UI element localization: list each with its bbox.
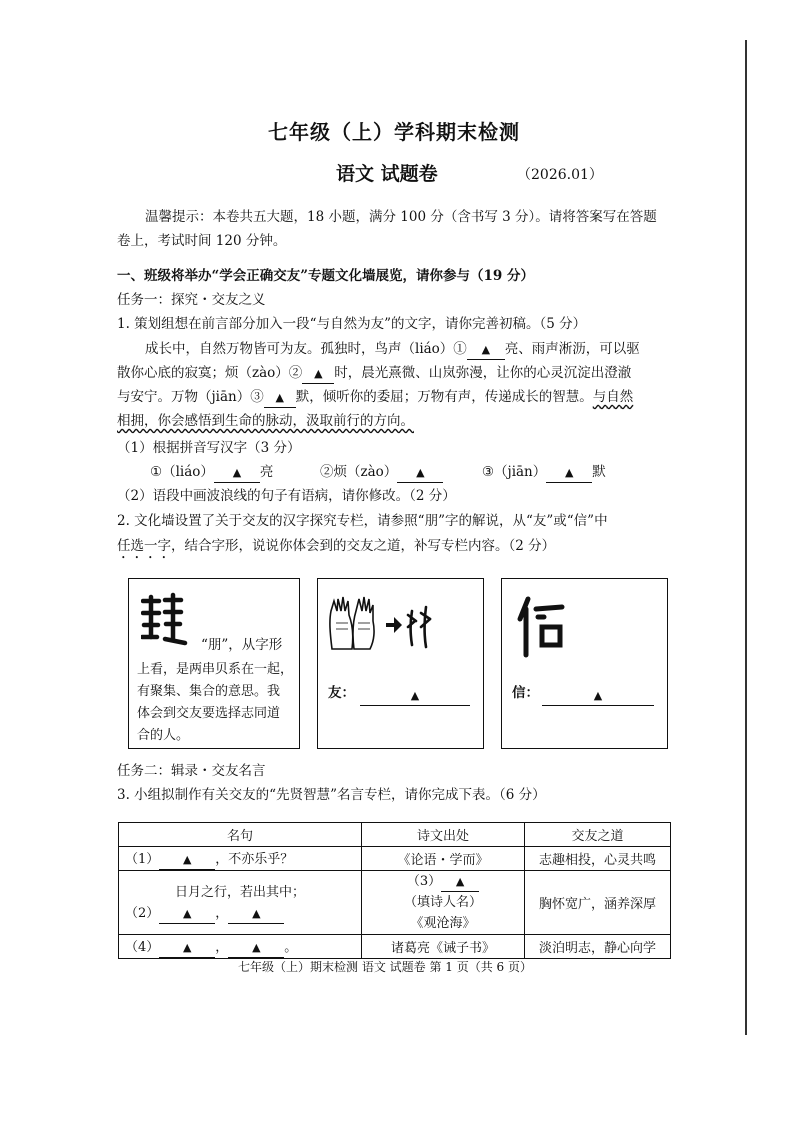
page-edge-line <box>745 40 747 1035</box>
q1-p3-text-b: 默，倾听你的委屈；万物有声，传递成长的智慧。 <box>295 389 593 405</box>
item-number: （1） <box>125 851 160 867</box>
xin-oracle-glyph-icon <box>516 593 566 659</box>
quote-cell <box>119 847 362 871</box>
peng-explanation-box <box>128 578 300 749</box>
quote-text: ，不亦乐乎？ <box>215 851 294 867</box>
blank-marker: ▲ <box>252 940 261 954</box>
quote-cell <box>119 935 362 959</box>
q2-stem-rest: ，结合字形，说说你体会到的交友之道，补写专栏内容。（2 分） <box>171 538 556 554</box>
source-cell <box>362 871 525 935</box>
answer-blank-3[interactable] <box>264 388 296 408</box>
comma: ， <box>215 905 229 921</box>
quote-text: 日月之行，若出其中； <box>174 884 305 900</box>
blank-marker: ▲ <box>481 343 491 356</box>
sub1-c-suffix: 默 <box>592 464 606 480</box>
sub1-b-label: ②烦（zào） <box>320 464 398 480</box>
peng-text-line-1: “朋”，从字形 <box>201 637 283 653</box>
item-number: （4） <box>125 939 160 955</box>
source-cell: 诸葛亮《诫子书》 <box>362 935 525 959</box>
column-header: 名句 <box>119 823 362 847</box>
quote-cell <box>119 871 362 935</box>
answer-blank-liao[interactable] <box>214 463 260 483</box>
q1-sub2: （2）语段中画波浪线的句子有语病，请你修改。（2 分） <box>117 488 456 504</box>
answer-blank-1[interactable] <box>467 340 505 360</box>
q2-stem-line-1: 2. 文化墙设置了关于交友的汉字探究专栏，请参照“朋”字的解说，从“友”或“信”中 <box>117 513 608 529</box>
exam-date: （2026.01） <box>517 167 603 183</box>
page-footer: 七年级（上）期末检测 语文 试题卷 第 1 页（共 6 页） <box>238 960 532 974</box>
blank-marker: ▲ <box>593 689 603 702</box>
answer-blank-quote-3b[interactable] <box>228 939 284 958</box>
blank-marker: ▲ <box>314 367 323 380</box>
q1-sub1: （1）根据拼音写汉字（3 分） <box>117 440 301 456</box>
answer-blank-quote-2b[interactable] <box>228 905 284 924</box>
q1-p1-text-a: 成长中，自然万物皆可为友。孤独时，鸟声（liáo）① <box>145 341 467 357</box>
table-row <box>119 935 671 959</box>
blank-marker: ▲ <box>455 875 465 888</box>
blank-marker: ▲ <box>416 466 425 479</box>
source-title: 《观沧海》 <box>410 916 476 931</box>
way-cell: 志趣相投，心灵共鸣 <box>525 847 671 871</box>
table-header-row <box>119 823 671 847</box>
blank-marker: ▲ <box>275 391 284 404</box>
comma: ， <box>215 939 229 955</box>
q1-stem: 1. 策划组想在前言部分加入一段“与自然为友”的文字，请你完善初稿。（5 分） <box>117 316 587 332</box>
q3-stem: 3. 小组拟制作有关交友的“先贤智慧”名言专栏，请你完成下表。（6 分） <box>117 787 546 803</box>
answer-blank-zao[interactable] <box>397 463 443 483</box>
you-answer-box <box>317 578 484 749</box>
peng-text-line-3: 有聚集、集合的意思。我 <box>137 684 281 699</box>
you-label: 友： <box>328 685 355 701</box>
source-cell: 《论语・学而》 <box>362 847 525 871</box>
exam-subtitle: 语文 试题卷 <box>336 163 438 185</box>
q2-stem-line-2 <box>117 535 555 562</box>
you-answer-blank[interactable] <box>360 685 470 706</box>
peng-oracle-glyph-icon <box>141 591 189 649</box>
wavy-sentence-part-1: 与自然 <box>592 389 634 405</box>
you-hands-glyph-icon <box>326 593 438 653</box>
blank-marker: ▲ <box>410 689 420 702</box>
way-cell: 淡泊明志，静心向学 <box>525 935 671 959</box>
answer-blank-quote-3a[interactable] <box>159 939 215 958</box>
xin-label: 信： <box>512 685 539 701</box>
sub1-c-label: ③（jiān） <box>481 464 547 480</box>
q1-paragraph-line-2 <box>117 362 631 384</box>
blank-marker: ▲ <box>183 940 192 954</box>
blank-marker: ▲ <box>183 852 192 866</box>
way-cell: 胸怀宽广，涵养深厚 <box>525 871 671 935</box>
answer-blank-quote-2a[interactable] <box>159 905 215 924</box>
table-row <box>119 847 671 871</box>
emphasis-dotted-text: 任选一字 <box>117 538 171 554</box>
quotes-table <box>118 822 671 959</box>
item-number: （3） <box>406 874 442 889</box>
answer-blank-jian[interactable] <box>546 463 592 483</box>
section-heading: 一、班级将举办“学会正确交友”专题文化墙展览，请你参与（19 分） <box>117 268 535 284</box>
task2-heading: 任务二：辑录・交友名言 <box>117 763 266 779</box>
blank-marker: ▲ <box>232 466 242 479</box>
peng-text-line-4: 体会到交友要选择志同道 <box>137 706 281 721</box>
blank-marker: ▲ <box>183 906 192 920</box>
q1-p1-text-b: 亮、雨声淅沥，可以驱 <box>504 341 640 357</box>
q1-sub1-answers <box>150 461 606 483</box>
q1-paragraph-line-4 <box>117 410 414 432</box>
q1-p3-text-a: 与安宁。万物（jiān）③ <box>117 389 264 405</box>
blank-marker: ▲ <box>565 466 574 479</box>
source-hint: （填诗人名） <box>403 895 482 910</box>
q1-p2-text-a: 散你心底的寂寞；烦（zào）② <box>117 365 303 381</box>
peng-text-line-2: 上看，是两串贝系在一起， <box>137 662 294 677</box>
answer-blank-2[interactable] <box>302 364 334 384</box>
xin-answer-box <box>501 578 668 749</box>
notice-line-2: 卷上，考试时间 120 分钟。 <box>117 233 287 249</box>
exam-title: 七年级（上）学科期末检测 <box>268 120 520 144</box>
task1-heading: 任务一：探究・交友之义 <box>117 292 266 308</box>
period: 。 <box>284 939 298 955</box>
sub1-a-suffix: 亮 <box>259 464 274 480</box>
q1-p2-text-b: 时，晨光熹微、山岚弥漫，让你的心灵沉淀出澄澈 <box>334 365 632 381</box>
notice-line-1: 温馨提示：本卷共五大题，18 小题，满分 100 分（含书写 3 分）。请将答案写在答题 <box>145 209 657 225</box>
peng-text-line-5: 合的人。 <box>137 728 190 743</box>
q1-paragraph-line-3 <box>117 386 633 408</box>
wavy-sentence-part-2: 相拥，你会感悟到生命的脉动，汲取前行的方向。 <box>117 413 414 429</box>
column-header: 诗文出处 <box>362 823 525 847</box>
table-row <box>119 871 671 935</box>
item-number: （2） <box>125 905 160 921</box>
answer-blank-quote-1[interactable] <box>159 851 215 870</box>
column-header: 交友之道 <box>525 823 671 847</box>
q1-paragraph-line-1 <box>145 338 640 360</box>
answer-blank-poet[interactable] <box>441 873 479 892</box>
xin-answer-blank[interactable] <box>542 685 654 706</box>
blank-marker: ▲ <box>252 906 261 920</box>
sub1-a-label: ①（liáo） <box>150 464 214 480</box>
